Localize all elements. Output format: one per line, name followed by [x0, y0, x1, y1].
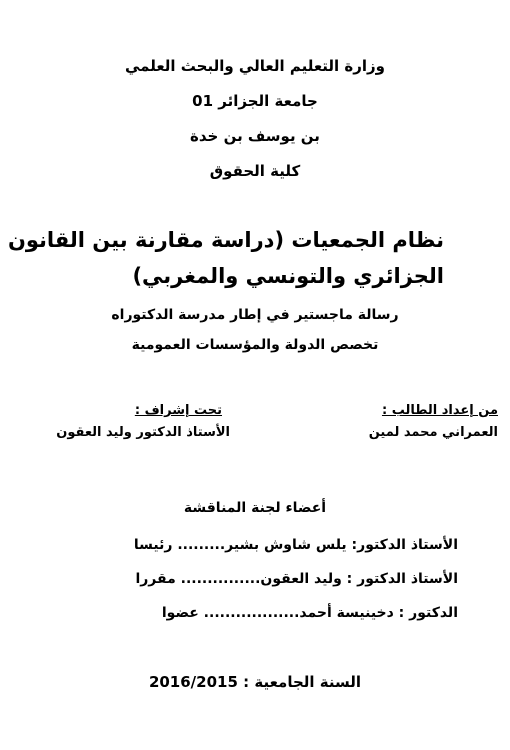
academic-year: السنة الجامعية : 2016/2015	[148, 673, 362, 691]
university-name: جامعة الجزائر 01	[192, 92, 318, 110]
ministry-name: وزارة التعليم العالي والبحث العلمي	[124, 57, 386, 75]
supervisor-name: الأستاذ الدكتور وليد العقون	[56, 425, 230, 440]
thesis-title-line-1: نظام الجمعيات (دراسة مقارنة بين القانون	[7, 228, 444, 252]
committee-member-president: الأستاذ الدكتور: يلس شاوش بشير......... رئيسا	[133, 537, 458, 553]
supervisor-label: تحت إشراف :	[134, 403, 222, 418]
student-label: من إعداد الطالب :	[381, 403, 498, 418]
thesis-degree: رسالة ماجستير في إطار مدرسة الدكتوراه	[111, 307, 399, 323]
faculty-name: كلية الحقوق	[209, 162, 301, 180]
campus-name: بن يوسف بن خدة	[190, 127, 320, 145]
thesis-specialty: تخصص الدولة والمؤسسات العمومية	[131, 337, 379, 353]
committee-member-rapporteur: الأستاذ الدكتور : وليد العقون............... مقررا	[135, 571, 458, 587]
student-name: العمراني محمد لمين	[368, 425, 498, 440]
committee-title: أعضاء لجنة المناقشة	[183, 500, 327, 516]
thesis-title-line-2: الجزائري والتونسي والمغربي)	[132, 264, 444, 288]
committee-member-examiner: الدكتور : دخينيسة أحمد.................. عضوا	[161, 605, 458, 621]
